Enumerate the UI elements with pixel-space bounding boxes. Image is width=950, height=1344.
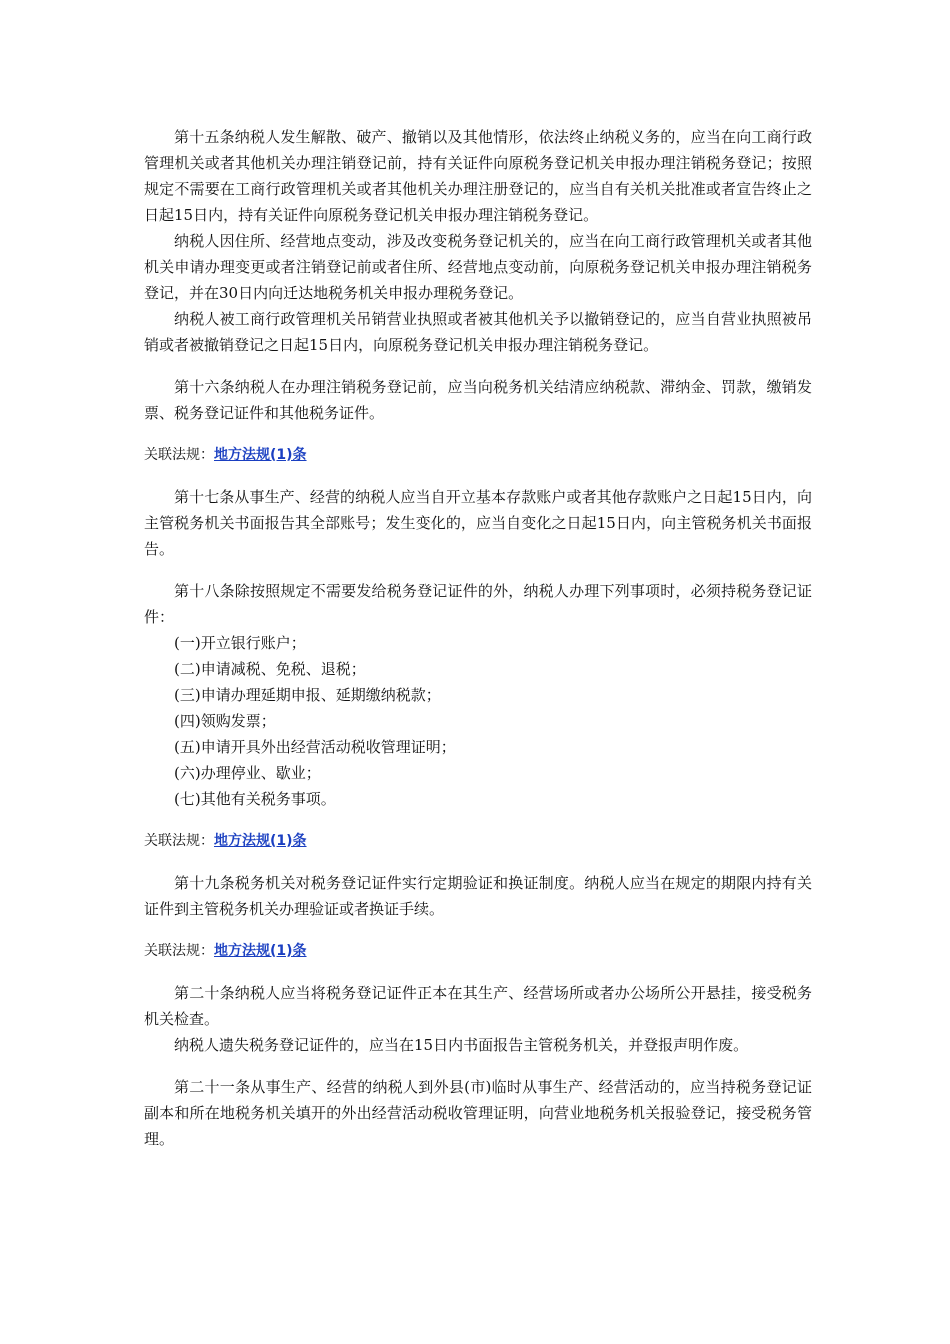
related-label: 关联法规： <box>144 943 214 959</box>
article-18-item-3: (三)申请办理延期申报、延期缴纳税款； <box>174 686 441 704</box>
spacer <box>144 468 812 484</box>
article-19-paragraph: 第十九条税务机关对税务登记证件实行定期验证和换证制度。纳税人应当在规定的期限内持有关证件到主管税务机关办理验证或者换证手续。 <box>144 874 812 918</box>
article-18-item-4: (四)领购发票； <box>174 712 276 730</box>
article-18-intro: 第十八条除按照规定不需要发给税务登记证件的外，纳税人办理下列事项时，必须持税务登记证件： <box>144 582 812 626</box>
spacer <box>144 964 812 980</box>
article-21-paragraph: 第二十一条从事生产、经营的纳税人到外县(市)临时从事生产、经营活动的，应当持税务登记证副本和所在地税务机关填开的外出经营活动税收管理证明，向营业地税务机关报验登记，接受税务管理。 <box>144 1078 812 1148</box>
article-17-paragraph: 第十七条从事生产、经营的纳税人应当自开立基本存款账户或者其他存款账户之日起15日内，向主管税务机关书面报告其全部账号；发生变化的，应当自变化之日起15日内，向主管税务机关书面报告。 <box>144 488 812 558</box>
article-20-paragraph-1: 第二十条纳税人应当将税务登记证件正本在其生产、经营场所或者办公场所公开悬挂，接受税务机关检查。 <box>144 984 812 1028</box>
document-body <box>144 124 812 1152</box>
article-20-paragraph-2: 纳税人遗失税务登记证件的，应当在15日内书面报告主管税务机关，并登报声明作废。 <box>174 1036 749 1054</box>
article-15-paragraph-2: 纳税人因住所、经营地点变动，涉及改变税务登记机关的，应当在向工商行政管理机关或者其他机关申请办理变更或者注销登记前或者住所、经营地点变动前，向原税务登记机关申报办理注销税务登记，并在30日内向迁达地税务机关申报办理税务登记。 <box>144 232 812 302</box>
article-18-item-7: (七)其他有关税务事项。 <box>174 790 336 808</box>
article-18-item-2: (二)申请减税、免税、退税； <box>174 660 366 678</box>
article-18-item-6: (六)办理停业、歇业； <box>174 764 321 782</box>
spacer <box>144 426 812 442</box>
related-link-local-regulations[interactable]: 地方法规(1)条 <box>214 447 307 463</box>
spacer <box>144 562 812 578</box>
spacer <box>144 1058 812 1074</box>
related-link-local-regulations[interactable]: 地方法规(1)条 <box>214 943 307 959</box>
spacer <box>144 922 812 938</box>
related-label: 关联法规： <box>144 833 214 849</box>
spacer <box>144 854 812 870</box>
article-16-paragraph: 第十六条纳税人在办理注销税务登记前，应当向税务机关结清应纳税款、滞纳金、罚款，缴销发票、税务登记证件和其他税务证件。 <box>144 378 812 422</box>
article-15-paragraph-1: 第十五条纳税人发生解散、破产、撤销以及其他情形，依法终止纳税义务的，应当在向工商行政管理机关或者其他机关办理注销登记前，持有关证件向原税务登记机关申报办理注销税务登记；按照规定不需要在工商行政管理机关或者其他机关办理注册登记的，应当自有关机关批准或者宣告终止之日起15日内，持有关证件向原税务登记机关申报办理注销税务登记。 <box>144 128 812 224</box>
related-regulations-2 <box>144 828 812 854</box>
related-regulations-1 <box>144 442 812 468</box>
spacer <box>144 358 812 374</box>
related-regulations-3 <box>144 938 812 964</box>
article-18-item-1: (一)开立银行账户； <box>174 634 306 652</box>
related-label: 关联法规： <box>144 447 214 463</box>
article-15-paragraph-3: 纳税人被工商行政管理机关吊销营业执照或者被其他机关予以撤销登记的，应当自营业执照被吊销或者被撤销登记之日起15日内，向原税务登记机关申报办理注销税务登记。 <box>144 310 812 354</box>
spacer <box>144 812 812 828</box>
article-18-item-5: (五)申请开具外出经营活动税收管理证明； <box>174 738 456 756</box>
related-link-local-regulations[interactable]: 地方法规(1)条 <box>214 833 307 849</box>
